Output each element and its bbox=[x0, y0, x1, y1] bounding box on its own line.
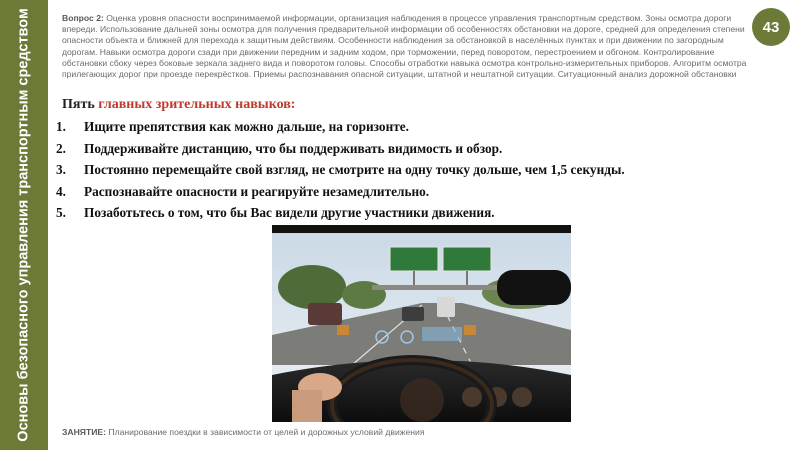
list-item-text: Ищите препятствия как можно дальше, на горизонте. bbox=[84, 119, 409, 134]
list-item bbox=[56, 181, 756, 203]
question-text: Оценка уровня опасности воспринимаемой информации, организация наблюдения в процессе управления транспортным средством. Зоны осмотра дороги впереди. Использование дальней зоны осмотра для получения предварительной информации об особенностях обстановки на дороге, средней для определения степени опасности объекта и ближней для перехода к защитным действиям. Особенности наблюдения за обстановкой в населённых пунктах и при движении по загородным дорогам. Навыки осмотра дороги сзади при движении передним и задним ходом, при торможении, перед поворотом, перестроением и обгоном. Контролирование обстановки сбоку через боковые зеркала заднего вида и поворотом головы. Способы отработки навыка осмотра контрольно-измерительных приборов. Алгоритм осмотра прилегающих дорог при проезде перекрёстков. Приемы распознавания опасной ситуации, штатной и нештатной ситуации. Ситуационный анализ дорожной обстановки bbox=[62, 13, 747, 80]
list-item bbox=[56, 159, 756, 181]
footer-prefix: ЗАНЯТИЕ: bbox=[62, 427, 106, 437]
windshield-view-illustration bbox=[272, 225, 571, 422]
question-prefix: Вопрос 2: bbox=[62, 13, 104, 23]
list-item-text: Поддерживайте дистанцию, что бы поддерживать видимость и обзор. bbox=[84, 140, 503, 156]
list-item-number: 5. bbox=[56, 205, 66, 220]
sidebar-title: Основы безопасного управления транспортным средством bbox=[15, 8, 32, 442]
list-title bbox=[62, 97, 295, 113]
list-item-text: Постоянно перемещайте свой взгляд, не смотрите на одну точку дольше, чем 1,5 секунды. bbox=[84, 162, 625, 177]
list-item-number: 2. bbox=[56, 140, 66, 156]
footer bbox=[62, 427, 424, 437]
driving-photo bbox=[272, 225, 571, 422]
list-item bbox=[56, 202, 756, 224]
slide-number-badge: 43 bbox=[752, 8, 790, 46]
sidebar bbox=[0, 0, 48, 450]
list-item-text: Распознавайте опасности и реагируйте незамедлительно. bbox=[84, 183, 430, 199]
skills-list bbox=[56, 116, 756, 224]
list-item bbox=[56, 116, 756, 138]
list-item-number: 3. bbox=[56, 162, 66, 177]
list-item-number: 4. bbox=[56, 183, 66, 199]
list-item-number: 1. bbox=[56, 119, 66, 134]
question-header bbox=[62, 13, 748, 80]
list-title-start: Пять bbox=[62, 97, 95, 112]
list-item bbox=[56, 138, 756, 160]
list-item-text: Позаботьтесь о том, что бы Вас видели другие участники движения. bbox=[84, 205, 495, 220]
list-title-accent: главных зрительных навыков: bbox=[98, 97, 296, 112]
footer-text: Планирование поездки в зависимости от целей и дорожных условий движения bbox=[108, 427, 425, 437]
